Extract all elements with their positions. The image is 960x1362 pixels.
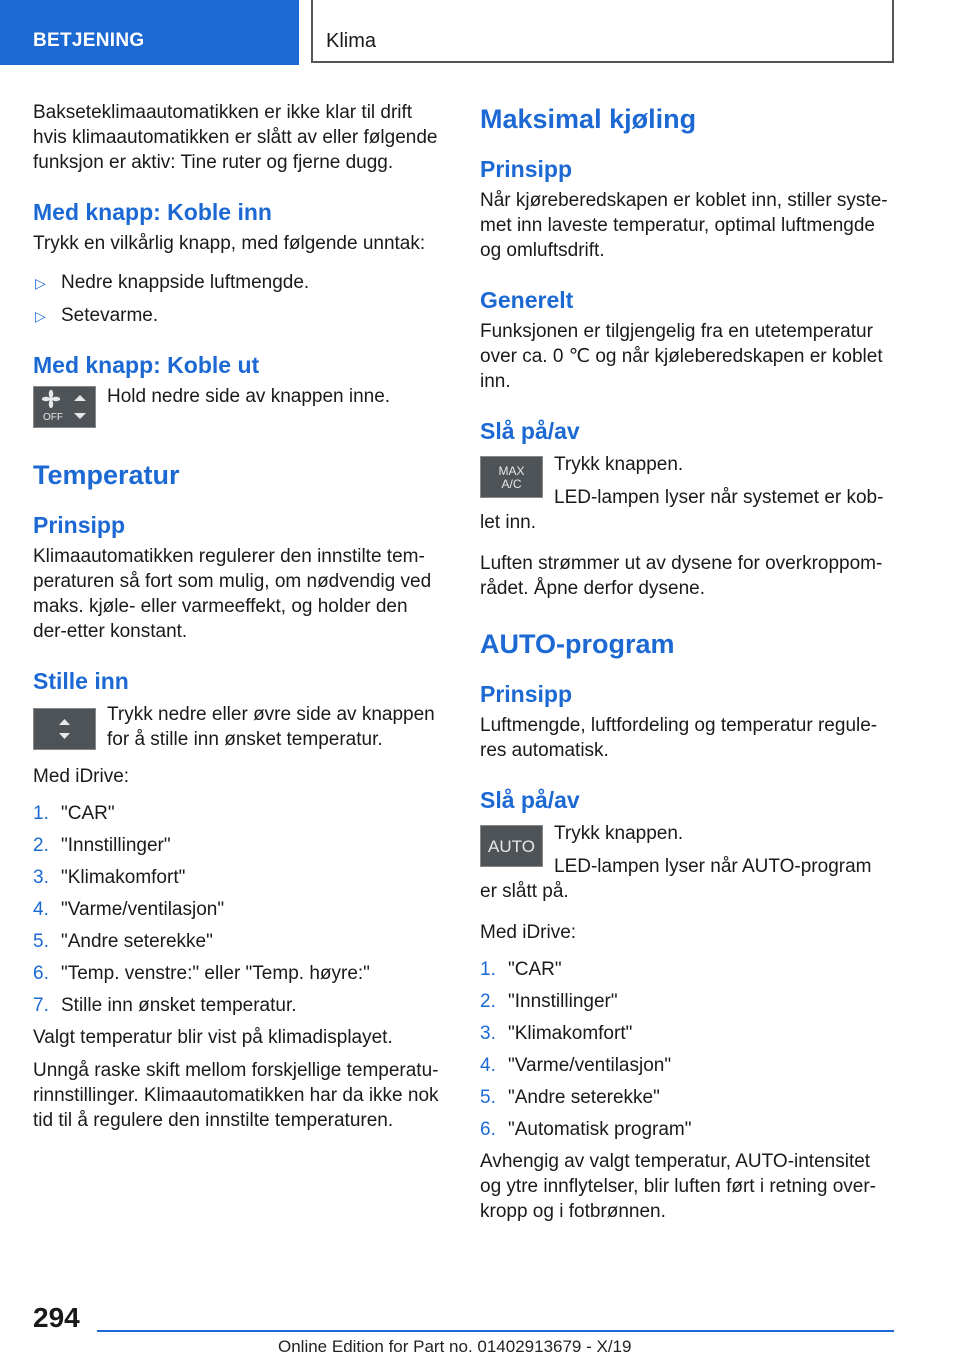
temperature-up-down-button-icon <box>33 708 96 750</box>
max-principle-text: Når kjøreberedskapen er koblet inn, stiller syste-met inn laveste temperatur, optimal luftmengde og omluftsdrift. <box>480 190 888 261</box>
final-text: Avhengig av valgt temperatur, AUTO-intensitet og ytre innflytelser, blir luften ført i retning over-kropp og i fotbrønnen. <box>480 1151 876 1222</box>
list-item: 5. "Andre seterekke" <box>33 931 213 952</box>
list-item: 4. "Varme/ventilasjon" <box>33 899 225 920</box>
avoid-text: Unngå raske skift mellom forskjellige temperatu-rinnstillinger. Klimaautomatikken har da ikke nok tid til å regulere den innstilte temperaturen. <box>33 1060 439 1131</box>
list-item: 5. "Andre seterekke" <box>480 1087 660 1108</box>
heading-button-on: Med knapp: Koble inn <box>33 199 272 225</box>
list-item: 6. "Automatisk program" <box>480 1119 692 1140</box>
principle-text: Klimaautomatikken regulerer den innstilte tem-peraturen så fort som mulig, om nødvendig ved maks. kjøle- eller varmeeffekt, og holder den der-etter konstant. <box>33 546 432 642</box>
idrive-label: Med iDrive: <box>480 922 577 943</box>
list-item: 2. "Innstillinger" <box>33 835 171 856</box>
triangle-bullet-icon: ▷ <box>35 275 46 291</box>
triangle-bullet-icon: ▷ <box>35 308 46 324</box>
heading-auto-on-off: Slå på/av <box>480 787 580 813</box>
button-on-text: Trykk en vilkårlig knapp, med følgende unntak: <box>33 233 426 254</box>
svg-text:MAX: MAX <box>498 464 525 478</box>
list-item: 4. "Varme/ventilasjon" <box>480 1055 672 1076</box>
off-label: OFF <box>43 412 63 423</box>
idrive-label: Med iDrive: <box>33 766 130 787</box>
max-ac-button-row <box>480 452 890 510</box>
right-column <box>480 100 890 1240</box>
heading-principle: Prinsipp <box>480 156 573 182</box>
list-item: 1. "CAR" <box>480 959 562 980</box>
display-text: Valgt temperatur blir vist på klimadisplayet. <box>33 1027 393 1048</box>
list-item: ▷ Nedre knappside luftmengde. <box>33 270 443 295</box>
list-item: 6. "Temp. venstre:" eller "Temp. høyre:" <box>33 963 370 984</box>
idrive-steps <box>480 957 890 1142</box>
auto-button-icon <box>480 825 543 867</box>
list-item: 3. "Klimakomfort" <box>33 867 186 888</box>
temp-button-row <box>33 702 443 752</box>
list-item: 1. "CAR" <box>33 803 115 824</box>
max-ac-button-icon <box>480 456 543 498</box>
set-text: Trykk nedre eller øvre side av knappen for å stille inn ønsket temperatur. <box>107 704 435 750</box>
footer-divider <box>97 1330 894 1332</box>
page-number: 294 <box>33 1302 80 1333</box>
off-button-row <box>33 384 443 432</box>
fan-off-button-icon <box>33 386 96 428</box>
heading-temperature: Temperatur <box>33 460 180 490</box>
heading-auto-program: AUTO-program <box>480 629 675 659</box>
edition-text: Online Edition for Part no. 01402913679 - X/19 <box>278 1337 632 1356</box>
heading-general: Generelt <box>480 287 574 313</box>
section-title: BETJENING <box>33 30 145 51</box>
auto-principle-text: Luftmengde, luftfordeling og temperatur regule-res automatisk. <box>480 715 878 761</box>
intro-paragraph: Bakseteklimaautomatikken er ikke klar til drift hvis klimaautomatikken er slått av eller følgende funksjon er aktiv: Tine ruter og fjerne dugg. <box>33 102 438 173</box>
chapter-title: Klima <box>326 30 377 52</box>
heading-set: Stille inn <box>33 668 129 694</box>
svg-text:A/C: A/C <box>501 477 522 491</box>
auto-button-row <box>480 821 890 879</box>
idrive-steps <box>33 801 443 1018</box>
auto-led-text: LED-lampen lyser når AUTO-program <box>554 856 872 877</box>
heading-max-cooling: Maksimal kjøling <box>480 104 697 134</box>
max-press-text: Trykk knappen. <box>554 454 684 475</box>
auto-led-text-cont: er slått på. <box>480 881 569 902</box>
max-led-text-cont: let inn. <box>480 512 536 533</box>
section-tab <box>0 0 299 65</box>
exceptions-list <box>33 270 443 328</box>
max-led-text: LED-lampen lyser når systemet er kob- <box>554 487 884 508</box>
auto-label: AUTO <box>488 837 535 856</box>
list-item: ▷ Setevarme. <box>33 303 443 328</box>
heading-button-off: Med knapp: Koble ut <box>33 352 260 378</box>
auto-press-text: Trykk knappen. <box>554 823 684 844</box>
heading-on-off: Slå på/av <box>480 418 580 444</box>
chapter-tab <box>311 0 894 63</box>
button-off-text: Hold nedre side av knappen inne. <box>107 386 391 407</box>
list-item: 3. "Klimakomfort" <box>480 1023 633 1044</box>
left-column <box>33 100 443 1149</box>
list-item: 2. "Innstillinger" <box>480 991 618 1012</box>
general-text: Funksjonen er tilgjengelig fra en utetemperatur over ca. 0 ℃ og når kjøleberedskapen er koblet inn. <box>480 321 883 392</box>
heading-principle: Prinsipp <box>480 681 573 707</box>
list-item: 7. Stille inn ønsket temperatur. <box>33 995 297 1016</box>
air-text: Luften strømmer ut av dysene for overkroppom-rådet. Åpne derfor dysene. <box>480 553 883 599</box>
heading-principle: Prinsipp <box>33 512 126 538</box>
